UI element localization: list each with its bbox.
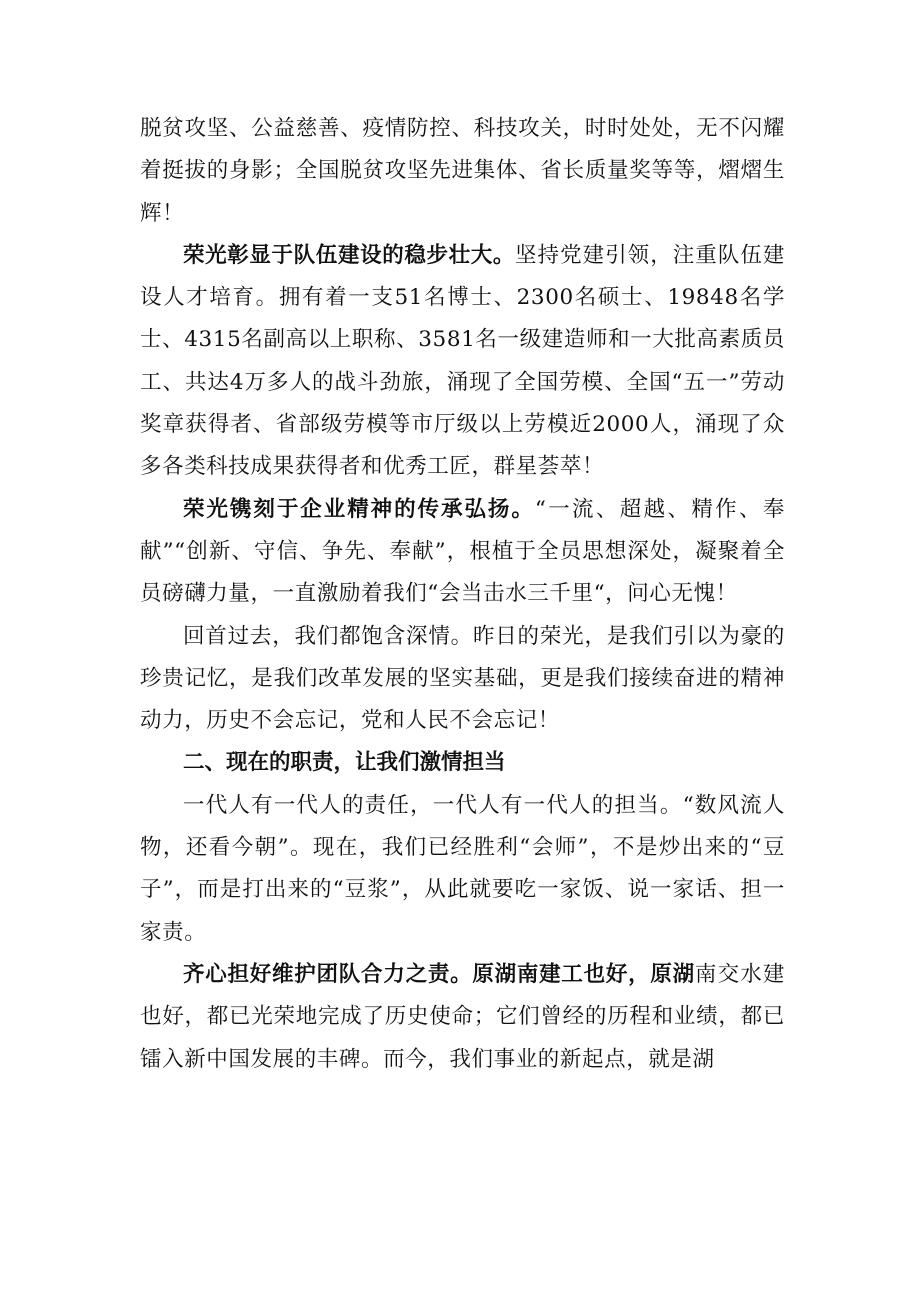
paragraph-body: “一流、超越、精作、奉献”“创新、守信、争先、奉献”，根植于全员思想深处，凝聚着全员磅礴力量，一直激励着我们“会当击水三千里“，问心无愧！ <box>140 496 785 607</box>
paragraph-lead: 荣光镌刻于企业精神的传承弘扬。 <box>183 496 535 522</box>
paragraph-responsibility <box>140 785 785 954</box>
paragraph-body: 一代人有一代人的责任，一代人有一代人的担当。“数风流人物，还看今朝”。现在，我们已经胜利“会师”，不是炒出来的“豆子”，而是打出来的“豆浆”，从此就要吃一家饭、说一家话、担一家责。 <box>140 792 785 945</box>
paragraph-team-unity <box>140 954 785 1081</box>
paragraph-enterprise-spirit <box>140 489 785 616</box>
paragraph-body: 回首过去，我们都饱含深情。昨日的荣光，是我们引以为豪的珍贵记忆，是我们改革发展的坚实基础，更是我们接续奋进的精神动力，历史不会忘记，党和人民不会忘记！ <box>140 623 785 734</box>
paragraph-body: 南交水建也好，都已光荣地完成了历史使命；它们曾经的历程和业绩，都已镭入新中国发展的丰碑。而今，我们事业的新起点，就是湖 <box>140 961 785 1072</box>
paragraph-body: 坚持党建引领，注重队伍建设人才培育。拥有着一支51名博士、2300名硕士、19848名学士、4315名副高以上职称、3581名一级建造师和一大批高素质员工、共达4万多人的战斗劲旅，涌现了全国劳模、全国“五一”劳动奖章获得者、省部级劳模等市厅级以上劳模近2000人，涌现了众多各类科技成果获得者和优秀工匠，群星荟萃！ <box>140 242 785 480</box>
document-page <box>140 108 785 1081</box>
paragraph-lead: 齐心担好维护团队合力之责。原湖南建工也好，原湖 <box>183 961 695 987</box>
paragraph-team-building <box>140 235 785 489</box>
paragraph-body: 脱贫攻坚、公益慈善、疫情防控、科技攻关，时时处处，无不闪耀着挺拔的身影；全国脱贫攻坚先进集体、省长质量奖等等，熠熠生辉！ <box>140 116 785 226</box>
paragraph-look-back <box>140 616 785 743</box>
paragraph-lead: 荣光彰显于队伍建设的稳步壮大。 <box>183 242 516 268</box>
section-heading: 二、现在的职责，让我们激情担当 <box>183 750 506 776</box>
paragraph-continuation <box>140 108 785 235</box>
